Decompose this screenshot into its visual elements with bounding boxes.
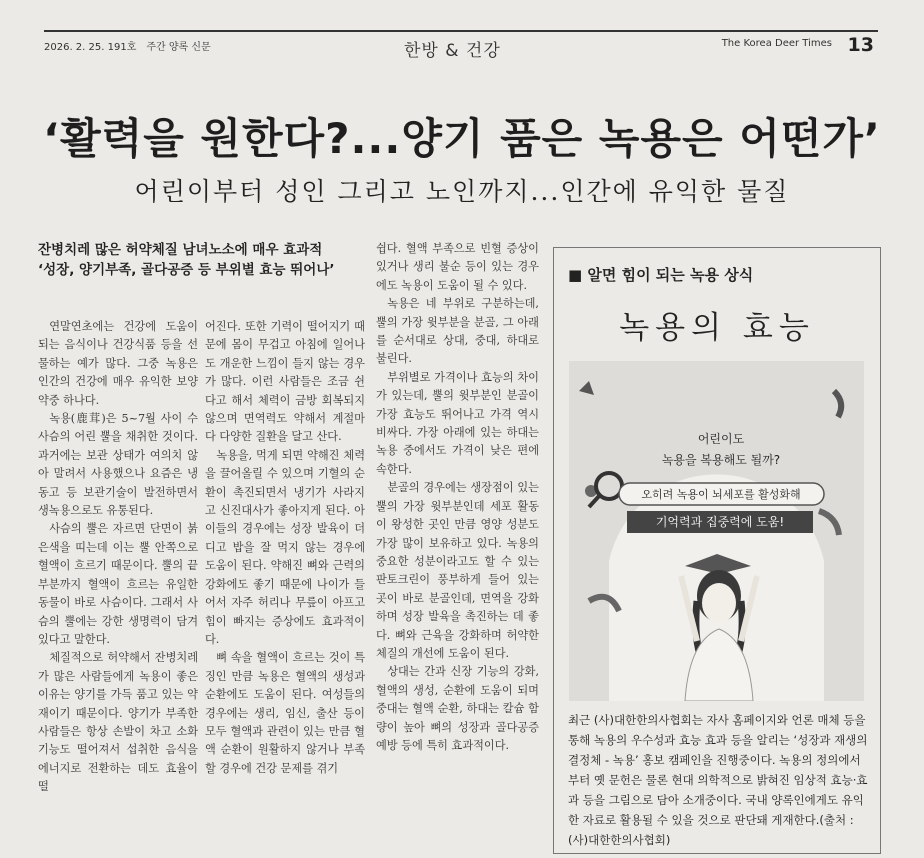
paragraph: 뼈 속을 혈액이 흐르는 것이 특징인 만큼 녹용은 혈액의 생성과 순환에도 도움이 된다. 여성들의 경우에는 생리, 임신, 출산 등이 모두 혈액과 관련이 있는 만큼 혈액 순환이 원활하지 않거나 부족할 경우에 건강 문제를 겪기	[205, 651, 365, 775]
article-column-2	[205, 318, 365, 778]
kicker	[38, 240, 368, 280]
banner-1-text: 오히려 녹용이 뇌세포를 활성화해	[641, 488, 801, 501]
paragraph: 체질적으로 허약해서 잔병치레가 많은 사람들에게 녹용이 좋은 이유는 양기를 가득 품고 있는 약재이기 때문이다. 양기가 부족한 사람들은 항상 손발이 차고 소화 기능도 떨어져서 섭취한 음식을 에너지로 전환하는 데도 효율이 떨	[38, 651, 198, 794]
article-column-3	[376, 240, 539, 755]
paragraph: 분골의 경우에는 생장점이 있는 뿔의 가장 윗부분인데 세포 활동이 왕성한 곳인 만큼 영양 성분도 가장 많이 보유하고 있다. 녹용의 중요한 성분이라고도 할 수 있는 판토크린이 풍부하게 들어 있는 곳이 바로 분골인데, 면역을 강화하며 성장 발육을 촉진하는 데 좋다. 뼈와 근육을 강화하며 허약한 체질의 개선에 도움이 된다.	[376, 481, 539, 660]
question-line-2: 녹용을 복용해도 될까?	[661, 453, 781, 467]
sidebar-big-title: 녹용의 효능	[619, 310, 815, 346]
banner-2-text: 기억력과 집중력에 도움!	[655, 515, 785, 529]
subheadline: 어린이부터 성인 그리고 노인까지...인간에 유익한 물질	[134, 177, 790, 206]
issue-date: 2026. 2. 25. 191호	[44, 42, 137, 53]
paragraph: 사슴의 뿔은 자르면 단면이 붉은색을 띠는데 이는 뿔 안쪽으로 혈액이 흐르기 때문이다. 뿔의 끝부분까지 혈액이 흐르는 유일한 동물이 바로 사슴이다. 그래서 사슴의 뿔에는 강한 생명력이 담겨 있다고 말한다.	[38, 522, 198, 646]
masthead-name: The Korea Deer Times	[721, 38, 832, 49]
article-column-1	[38, 318, 198, 797]
paper-name: 주간 양록 신문	[146, 42, 211, 53]
section-title: 한방 & 건강	[404, 41, 501, 61]
paragraph: 어진다. 또한 기력이 떨어지기 때문에 몸이 무겁고 아침에 일어나도 개운한 느낌이 들지 않는 경우가 많다. 이런 사람들은 조금 쉰다고 해서 체력이 금방 회복되지 않으며 면역력도 약해서 계절마다 다양한 질환을 달고 산다.	[205, 320, 365, 444]
paragraph: 연말연초에는 건강에 도움이 되는 음식이나 건강식품 등을 선물하는 예가 많다. 그중 녹용은 인간의 건강에 매우 유익한 보양약중 하나다.	[38, 320, 198, 407]
header-issue	[44, 38, 221, 53]
illustration-graphic	[569, 361, 864, 701]
paragraph: 녹용(鹿茸)은 5~7월 사이 수사슴의 어린 뿔을 채취한 것이다. 과거에는 보관 상태가 여의치 않아 말려서 사용했으나 요즘은 냉동고 등 보관기술이 발전하면서 생녹용으로도 유통된다.	[38, 412, 198, 518]
question-line-1: 어린이도	[697, 432, 745, 446]
paragraph: 쉽다. 혈액 부족으로 빈혈 증상이 있거나 생리 불순 등이 있는 경우에도 녹용이 도움이 될 수 있다.	[376, 242, 539, 292]
kicker-line-2: ‘성장, 양기부족, 골다공증 등 부위별 효능 뛰어나’	[38, 262, 335, 278]
paragraph: 녹용을, 먹게 되면 약해진 체력을 끌어올릴 수 있으며 기혈의 순환이 촉진되면서 냉기가 사라지고 신진대사가 좋아지게 된다. 아이들의 경우에는 성장 발육이 더디고 밥을 잘 먹지 않는 경우에 도움이 된다. 약해진 뼈와 근력의 강화에도 좋기 때문에 나이가 들어서 자주 허리나 무릎이 아프고 힘이 빠지는 증상에도 효과적이다.	[205, 448, 365, 646]
sidebar-box	[553, 247, 881, 854]
page-header	[44, 30, 878, 64]
paragraph: 상대는 간과 신장 기능의 강화, 혈액의 생성, 순환에 도움이 되며 중대는 혈액 순환, 하대는 칼슘 함량이 높아 뼈의 성장과 골다공증 예방 등에 특히 효과적이다.	[376, 665, 539, 752]
kicker-line-1: 잔병치레 많은 허약체질 남녀노소에 매우 효과적	[38, 242, 323, 258]
campaign-illustration	[569, 361, 864, 701]
sidebar-title: ■ 알면 힘이 되는 녹용 상식	[568, 266, 754, 284]
sidebar-body-text: 최근 (사)대한한의사협회는 자사 홈페이지와 언론 매체 등을 통해 녹용의 우수성과 효능 효과 등을 알리는 ‘성장과 재생의 결정체 - 녹용’ 홍보 캠페인을 진행중이다. 녹용의 정의에서부터 옛 문헌은 물론 현대 의학적으로 밝혀진 임상적 효능·효과 등을 그림으로 담아 소개중이다. 국내 양록인에게도 유익한 자료로 활용될 수 있을 것으로 판단돼 게재한다.(출처 : (사)대한한의사협회)	[568, 713, 868, 847]
paragraph: 부위별로 가격이나 효능의 차이가 있는데, 뿔의 윗부분인 분골이 가장 효능도 뛰어나고 가격 역시 비싸다. 가장 아래에 있는 하대는 녹용 중에서도 가격이 낮은 편에 속한다.	[376, 370, 539, 476]
headline: ‘활력을 원한다?...양기 품은 녹용은 어떤가’	[43, 114, 881, 163]
paragraph: 녹용은 네 부위로 구분하는데, 뿔의 가장 윗부분을 분골, 그 아래를 순서대로 상대, 중대, 하대로 불린다.	[376, 297, 539, 366]
page-number: 13	[847, 34, 874, 56]
